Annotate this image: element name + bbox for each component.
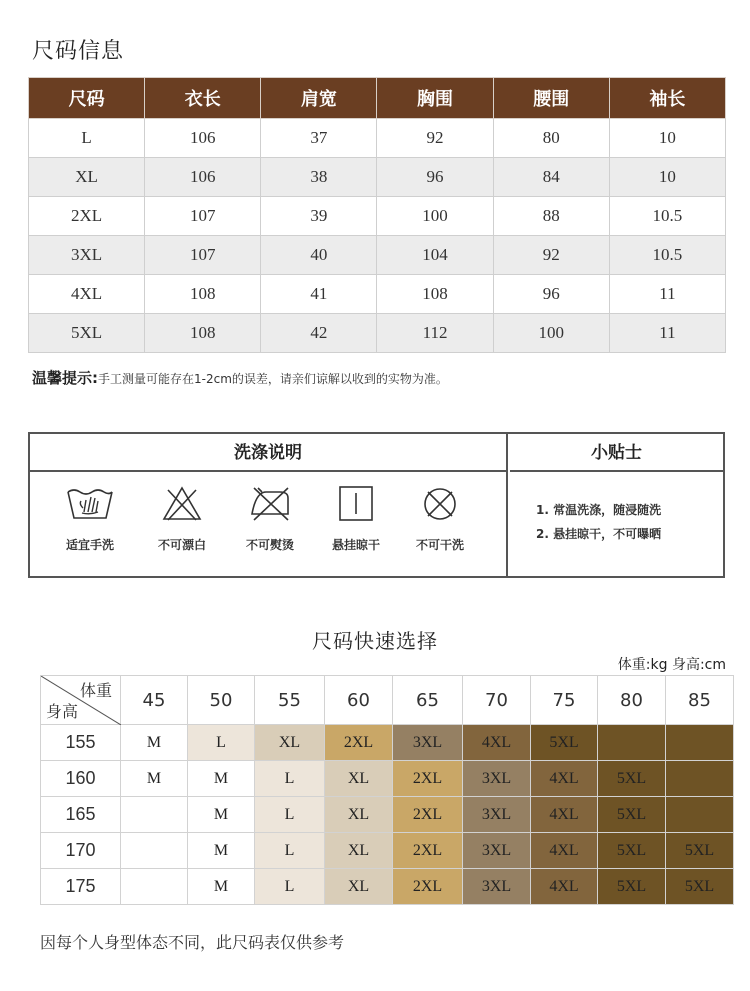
quick-select-title: 尺码快速选择 xyxy=(312,629,438,653)
size-table-cell: 106 xyxy=(145,119,261,158)
size-table-cell: 2XL xyxy=(29,197,145,236)
wash-label: 悬挂晾干 xyxy=(331,538,380,552)
size-header-cell: 衣长 xyxy=(145,78,261,119)
size-recommendation-cell: 3XL xyxy=(463,833,531,869)
size-table-row xyxy=(29,119,726,158)
size-recommendation-cell: 5XL xyxy=(666,869,734,905)
size-table-cell: XL xyxy=(29,158,145,197)
size-recommendation-cell: XL xyxy=(325,797,393,833)
wash-instructions-title: 洗涤说明 xyxy=(30,434,506,472)
size-table-cell: 108 xyxy=(145,275,261,314)
size-recommendation-cell: L xyxy=(255,869,325,905)
size-recommendation-cell: 4XL xyxy=(531,797,598,833)
size-table-cell: 5XL xyxy=(29,314,145,353)
size-recommendation-cell: XL xyxy=(325,869,393,905)
size-recommendation-cell: L xyxy=(255,761,325,797)
size-recommendation-cell: 2XL xyxy=(325,725,393,761)
size-recommendation-cell: L xyxy=(255,797,325,833)
care-tips-title: 小贴士 xyxy=(510,434,723,472)
tip-label: 温馨提示: xyxy=(32,369,98,387)
care-tips-list xyxy=(510,472,723,546)
size-table-cell: 40 xyxy=(261,236,377,275)
corner-height-label: 身高 xyxy=(46,702,79,721)
size-recommendation-cell xyxy=(666,797,734,833)
size-recommendation-cell: 3XL xyxy=(463,869,531,905)
size-recommendation-cell: M xyxy=(188,761,255,797)
size-recommendation-cell: 5XL xyxy=(666,833,734,869)
size-table-row xyxy=(29,236,726,275)
quick-table-row xyxy=(41,797,734,833)
size-table-cell: L xyxy=(29,119,145,158)
size-recommendation-cell: 5XL xyxy=(598,869,666,905)
size-recommendation-cell: 4XL xyxy=(531,869,598,905)
weight-header-cell: 80 xyxy=(598,676,666,725)
quick-select-table xyxy=(40,675,734,905)
size-table-cell: 92 xyxy=(493,236,609,275)
wash-item-hang-dry xyxy=(314,484,398,553)
size-recommendation-cell: 5XL xyxy=(531,725,598,761)
size-table-cell: 104 xyxy=(377,236,493,275)
size-table-row xyxy=(29,275,726,314)
weight-header-cell: 75 xyxy=(531,676,598,725)
size-table-row xyxy=(29,158,726,197)
size-table-cell: 10.5 xyxy=(609,236,725,275)
weight-header-cell: 60 xyxy=(325,676,393,725)
height-row-header: 165 xyxy=(41,797,121,833)
size-recommendation-cell: XL xyxy=(325,761,393,797)
wash-item-no-dry-clean xyxy=(398,484,482,553)
size-recommendation-cell: 5XL xyxy=(598,797,666,833)
wash-icons-row xyxy=(30,472,506,574)
corner-cell xyxy=(41,676,121,725)
wash-instructions-panel xyxy=(30,434,508,576)
size-table-cell: 96 xyxy=(493,275,609,314)
care-tip-item: 2. 悬挂晾干，不可曝晒 xyxy=(536,527,662,541)
units-label: 体重:kg 身高:cm xyxy=(617,657,726,673)
size-table-cell: 41 xyxy=(261,275,377,314)
corner-weight-label: 体重 xyxy=(79,681,112,700)
no-iron-icon xyxy=(244,484,296,524)
care-tip-item: 1. 常温洗涤，随浸随洗 xyxy=(536,503,662,517)
size-recommendation-cell: 2XL xyxy=(393,797,463,833)
size-header-cell: 胸围 xyxy=(377,78,493,119)
size-header-cell: 肩宽 xyxy=(261,78,377,119)
size-table-row xyxy=(29,197,726,236)
size-recommendation-cell: XL xyxy=(255,725,325,761)
size-recommendation-cell xyxy=(666,725,734,761)
size-table-cell: 3XL xyxy=(29,236,145,275)
quick-table-row xyxy=(41,833,734,869)
size-recommendation-cell: 2XL xyxy=(393,869,463,905)
size-recommendation-cell: 3XL xyxy=(463,761,531,797)
size-table-cell: 106 xyxy=(145,158,261,197)
size-table-cell: 88 xyxy=(493,197,609,236)
hang-dry-icon xyxy=(330,484,382,524)
size-recommendation-cell: 2XL xyxy=(393,833,463,869)
size-recommendation-cell: 3XL xyxy=(393,725,463,761)
size-info-table xyxy=(28,77,726,353)
size-table-cell: 108 xyxy=(145,314,261,353)
size-table-cell: 39 xyxy=(261,197,377,236)
size-table-cell: 92 xyxy=(377,119,493,158)
size-table-cell: 38 xyxy=(261,158,377,197)
height-row-header: 170 xyxy=(41,833,121,869)
no-dry-clean-icon xyxy=(414,484,466,524)
quick-table-row xyxy=(41,869,734,905)
size-header-cell: 腰围 xyxy=(493,78,609,119)
size-table-cell: 84 xyxy=(493,158,609,197)
height-row-header: 160 xyxy=(41,761,121,797)
weight-header-cell: 65 xyxy=(393,676,463,725)
measurement-tip xyxy=(32,367,448,388)
wash-label: 不可干洗 xyxy=(415,538,464,552)
size-recommendation-cell xyxy=(121,833,188,869)
reference-note: 因每个人身型体态不同，此尺码表仅供参考 xyxy=(40,933,345,952)
size-table-cell: 42 xyxy=(261,314,377,353)
size-recommendation-cell: L xyxy=(188,725,255,761)
size-table-cell: 11 xyxy=(609,275,725,314)
size-recommendation-cell: M xyxy=(188,833,255,869)
wash-instructions-box xyxy=(28,432,725,578)
size-recommendation-cell xyxy=(598,725,666,761)
size-recommendation-cell: L xyxy=(255,833,325,869)
wash-item-no-iron xyxy=(228,484,312,553)
wash-label: 适宜手洗 xyxy=(65,538,114,552)
hand-wash-icon xyxy=(64,484,116,524)
size-table-cell: 80 xyxy=(493,119,609,158)
size-table-cell: 107 xyxy=(145,236,261,275)
size-recommendation-cell: 5XL xyxy=(598,833,666,869)
care-tips-panel xyxy=(510,434,723,576)
size-table-cell: 37 xyxy=(261,119,377,158)
wash-label: 不可熨烫 xyxy=(245,538,294,552)
size-table-cell: 100 xyxy=(493,314,609,353)
height-row-header: 155 xyxy=(41,725,121,761)
size-table-header-row xyxy=(29,78,726,119)
size-table-cell: 107 xyxy=(145,197,261,236)
height-row-header: 175 xyxy=(41,869,121,905)
weight-header-cell: 50 xyxy=(188,676,255,725)
size-info-title: 尺码信息 xyxy=(32,39,125,64)
size-recommendation-cell: M xyxy=(121,725,188,761)
size-table-cell: 11 xyxy=(609,314,725,353)
size-recommendation-cell: 4XL xyxy=(531,761,598,797)
tip-text: 手工测量可能存在1-2cm的误差，请亲们谅解以收到的实物为准。 xyxy=(98,372,448,386)
size-recommendation-cell: 4XL xyxy=(531,833,598,869)
size-table-cell: 10 xyxy=(609,158,725,197)
wash-item-no-bleach xyxy=(140,484,224,553)
size-recommendation-cell: 4XL xyxy=(463,725,531,761)
size-table-cell: 100 xyxy=(377,197,493,236)
quick-table-row xyxy=(41,725,734,761)
weight-header-cell: 45 xyxy=(121,676,188,725)
weight-header-cell: 55 xyxy=(255,676,325,725)
no-bleach-icon xyxy=(156,484,208,524)
size-recommendation-cell xyxy=(121,797,188,833)
size-header-cell: 袖长 xyxy=(609,78,725,119)
size-recommendation-cell: M xyxy=(121,761,188,797)
size-recommendation-cell: M xyxy=(188,869,255,905)
size-table-cell: 96 xyxy=(377,158,493,197)
size-recommendation-cell xyxy=(121,869,188,905)
size-table-cell: 4XL xyxy=(29,275,145,314)
quick-table-row xyxy=(41,761,734,797)
wash-label: 不可漂白 xyxy=(157,538,206,552)
size-recommendation-cell: XL xyxy=(325,833,393,869)
weight-header-cell: 70 xyxy=(463,676,531,725)
size-header-cell: 尺码 xyxy=(29,78,145,119)
size-table-cell: 10.5 xyxy=(609,197,725,236)
wash-item-hand-wash xyxy=(48,484,132,553)
size-recommendation-cell: M xyxy=(188,797,255,833)
size-recommendation-cell xyxy=(666,761,734,797)
size-recommendation-cell: 5XL xyxy=(598,761,666,797)
size-table-cell: 10 xyxy=(609,119,725,158)
quick-table-header-row xyxy=(41,676,734,725)
size-table-cell: 108 xyxy=(377,275,493,314)
size-recommendation-cell: 2XL xyxy=(393,761,463,797)
size-table-cell: 112 xyxy=(377,314,493,353)
weight-header-cell: 85 xyxy=(666,676,734,725)
size-recommendation-cell: 3XL xyxy=(463,797,531,833)
size-table-row xyxy=(29,314,726,353)
